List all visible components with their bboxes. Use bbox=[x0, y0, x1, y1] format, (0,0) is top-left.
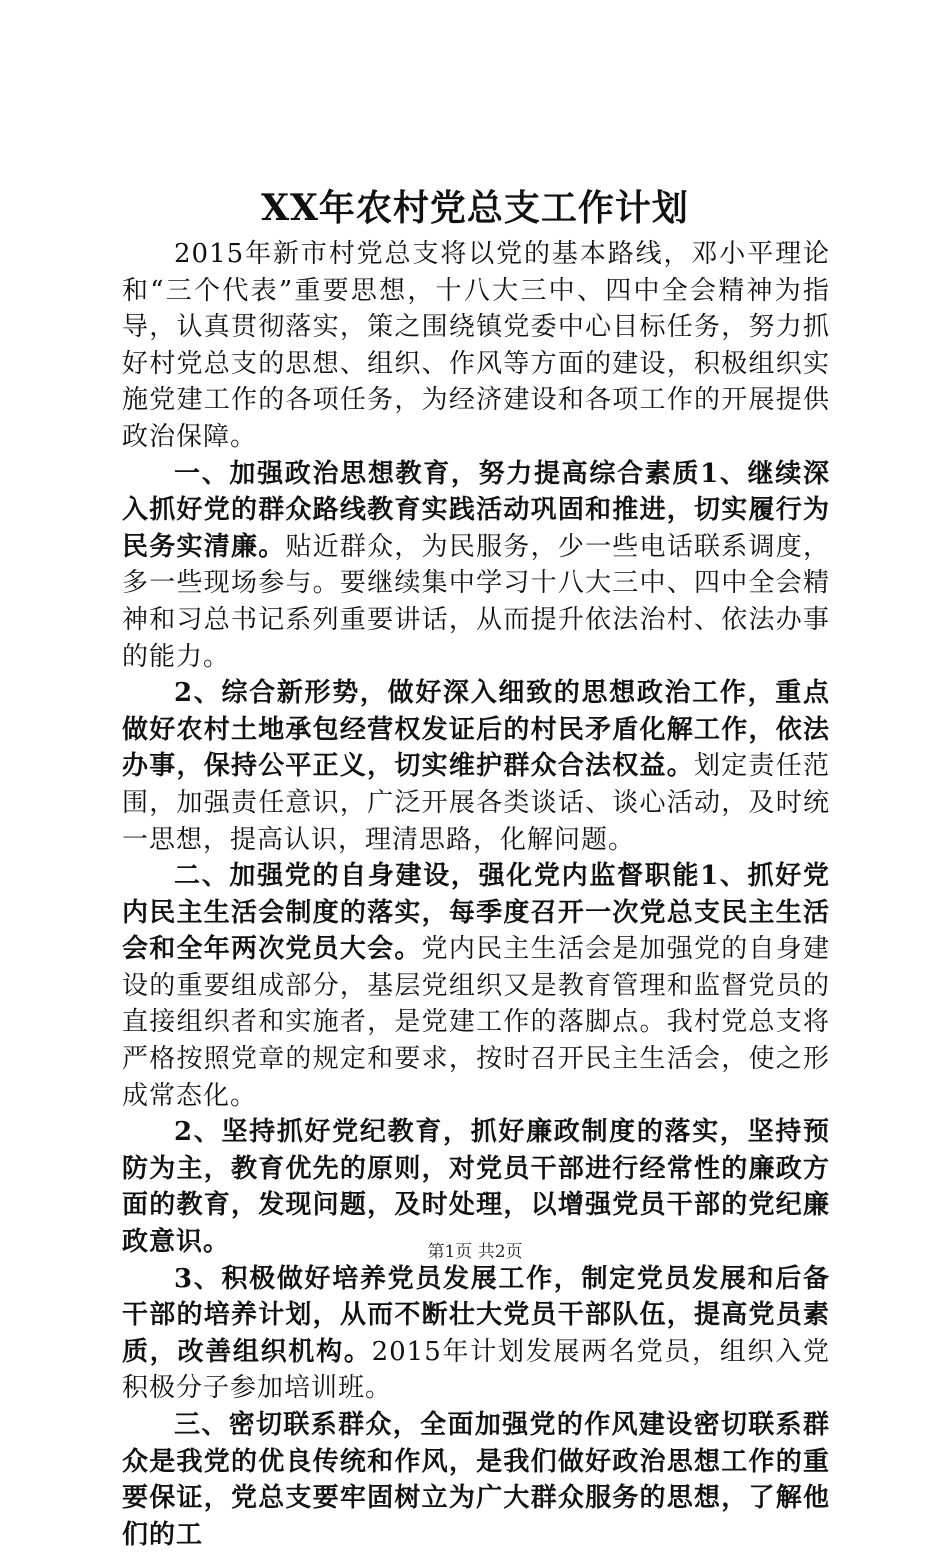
page-number-footer: 第1页 共2页 bbox=[427, 1242, 523, 1262]
paragraph-section-2: 二、加强党的自身建设，强化党内监督职能1、抓好党内民主生活会制度的落实，每季度召开一次党总支民主生活会和全年两次党员大会。党内民主生活会是加强党的自身建设的重要组成部分，基层党组织又是教育管理和监督党员的直接组织者和实施者，是党建工作的落脚点。我村党总支将严格按照党章的规定和要求，按时召开民主生活会，使之形成常态化。 bbox=[122, 861, 830, 1111]
paragraph-section-3: 三、密切联系群众，全面加强党的作风建设密切联系群众是我党的优良传统和作风，是我们做好政治思想工作的重要保证，党总支要牢固树立为广大群众服务的思想，了解他们的工 bbox=[122, 1410, 830, 1550]
paragraph-section-1: 一、加强政治思想教育，努力提高综合素质1、继续深入抓好党的群众路线教育实践活动巩固和推进，切实履行为民务实清廉。贴近群众，为民服务，少一些电话联系调度，多一些现场参与。要继续集中学习十八大三中、四中全会精神和习总书记系列重要讲话，从而提升依法治村、依法办事的能力。 bbox=[122, 458, 830, 672]
document-title: XX年农村党总支工作计划 bbox=[261, 187, 689, 229]
paragraph-section-1-item-2: 2、综合新形势，做好深入细致的思想政治工作，重点做好农村土地承包经营权发证后的村民矛盾化解工作，依法办事，保持公平正义，切实维护群众合法权益。划定责任范围，加强责任意识，广泛开展各类谈话、谈心活动，及时统一思想，提高认识，理清思路，化解问题。 bbox=[122, 678, 830, 855]
document-body bbox=[122, 236, 830, 1553]
paragraph-intro: 2015年新市村党总支将以党的基本路线，邓小平理论和“三个代表”重要思想，十八大三中、四中全会精神为指导，认真贯彻落实，策之围绕镇党委中心目标任务，努力抓好村党总支的思想、组织、作风等方面的建设，积极组织实施党建工作的各项任务，为经济建设和各项工作的开展提供政治保障。 bbox=[122, 239, 830, 452]
paragraph-section-2-item-2: 2、坚持抓好党纪教育，抓好廉政制度的落实，坚持预防为主，教育优先的原则，对党员干部进行经常性的廉政方面的教育，发现问题，及时处理，以增强党员干部的党纪廉政意识。 bbox=[122, 1117, 830, 1258]
paragraph-section-2-item-3: 3、积极做好培养党员发展工作，制定党员发展和后备干部的培养计划，从而不断壮大党员干部队伍，提高党员素质，改善组织机构。2015年计划发展两名党员，组织入党积极分子参加培训班。 bbox=[122, 1263, 830, 1404]
